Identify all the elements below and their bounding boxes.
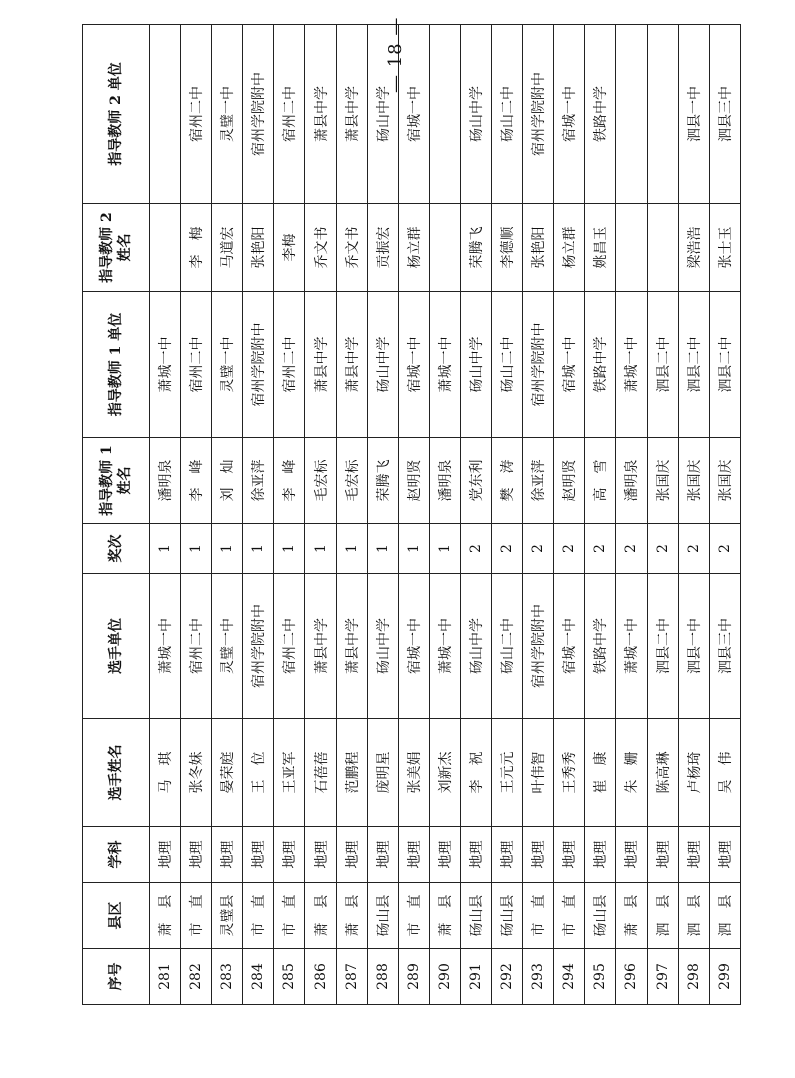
table-cell: 市 直 [274,883,305,949]
table-cell: 1 [150,524,181,574]
page-number: — 18 — [385,16,406,93]
table-cell: 1 [181,524,212,574]
table-cell: 萧城一中 [429,574,460,719]
table-cell: 砀山中学 [460,25,491,204]
table-cell: 王元元 [492,719,523,827]
table-cell: 宿城一中 [554,25,585,204]
table-cell: 宿州二中 [274,292,305,438]
table-row [492,25,523,1005]
table-cell: 296 [616,949,647,1005]
table-cell: 泗 县 [647,883,678,949]
table-cell: 292 [492,949,523,1005]
table-cell: 宿州二中 [274,574,305,719]
table-cell: 地理 [305,827,336,883]
table-cell: 晏荣庭 [212,719,243,827]
table-cell: 泗县二中 [678,292,709,438]
table-cell: 泗县三中 [709,25,740,204]
table-cell: 宿城一中 [554,292,585,438]
table-cell: 萧 县 [616,883,647,949]
table-cell: 地理 [647,827,678,883]
award-table [82,24,741,1005]
table-cell: 288 [367,949,398,1005]
table-cell: 298 [678,949,709,1005]
table-cell: 宿州学院附中 [523,25,554,204]
table-row [460,25,491,1005]
table-cell: 泗县三中 [709,574,740,719]
table-cell: 285 [274,949,305,1005]
table-cell: 萧城一中 [150,574,181,719]
table-cell [150,25,181,204]
table-cell: 樊 涛 [492,438,523,524]
table-cell: 李梅 [274,204,305,292]
table-cell: 市 直 [243,883,274,949]
table-row [554,25,585,1005]
table-cell: 1 [212,524,243,574]
table-cell: 宿城一中 [398,25,429,204]
table-cell: 2 [554,524,585,574]
table-cell: 姚昌玉 [585,204,616,292]
table-cell: 张国庆 [678,438,709,524]
table-cell: 地理 [523,827,554,883]
table-cell: 赵明贤 [554,438,585,524]
table-cell: 泗 县 [678,883,709,949]
table-cell: 灵璧一中 [212,25,243,204]
table-cell: 泗县一中 [678,25,709,204]
table-cell: 市 直 [554,883,585,949]
table-cell [429,204,460,292]
table-row [305,25,336,1005]
table-cell: 砀山中学 [367,574,398,719]
table-cell: 291 [460,949,491,1005]
table-cell: 地理 [616,827,647,883]
table-cell: 299 [709,949,740,1005]
table-cell: 潘明泉 [429,438,460,524]
table-cell: 张国庆 [709,438,740,524]
table-cell: 地理 [460,827,491,883]
table-cell: 高 雪 [585,438,616,524]
table-cell: 281 [150,949,181,1005]
table-cell: 荣腾飞 [460,204,491,292]
table-cell: 294 [554,949,585,1005]
table-cell [429,25,460,204]
table-cell: 293 [523,949,554,1005]
table-cell: 市 直 [181,883,212,949]
table-cell: 萧城一中 [429,292,460,438]
table-cell: 宿州二中 [181,574,212,719]
table-cell: 2 [460,524,491,574]
table-cell: 287 [336,949,367,1005]
table-cell: 砀山中学 [460,574,491,719]
table-cell: 砀山二中 [492,25,523,204]
table-cell: 泗县一中 [678,574,709,719]
table-cell: 地理 [181,827,212,883]
table-cell: 砀山县 [585,883,616,949]
table-cell: 范鹏程 [336,719,367,827]
table-cell: 砀山中学 [367,25,398,204]
table-cell: 宿州学院附中 [523,292,554,438]
table-row [367,25,398,1005]
table-row [336,25,367,1005]
table-cell: 张国庆 [647,438,678,524]
table-cell: 李德顺 [492,204,523,292]
table-cell: 286 [305,949,336,1005]
table-cell: 289 [398,949,429,1005]
table-cell: 282 [181,949,212,1005]
table-cell: 马道宏 [212,204,243,292]
table-cell: 叶伟智 [523,719,554,827]
table-cell: 宿城一中 [398,574,429,719]
table-cell: 铁路中学 [585,25,616,204]
column-header: 选手单位 [83,574,150,719]
table-cell: 庞明星 [367,719,398,827]
table-cell: 毛宏标 [305,438,336,524]
table-cell: 2 [492,524,523,574]
table-cell: 吴 伟 [709,719,740,827]
table-row [274,25,305,1005]
table-cell: 1 [398,524,429,574]
table-cell: 宿州学院附中 [243,574,274,719]
table-cell: 市 直 [523,883,554,949]
table-row [243,25,274,1005]
table-cell: 地理 [585,827,616,883]
table-cell [647,25,678,204]
table-cell: 萧 县 [150,883,181,949]
table-cell: 张冬妹 [181,719,212,827]
table-cell: 1 [243,524,274,574]
table-cell: 张美娟 [398,719,429,827]
table-cell: 萧城一中 [616,574,647,719]
table-cell: 朱 姗 [616,719,647,827]
table-cell: 砀山县 [460,883,491,949]
table-cell: 泗县二中 [647,292,678,438]
table-row [678,25,709,1005]
table-cell: 萧县中学 [336,292,367,438]
table-cell: 李 峰 [181,438,212,524]
table-cell: 地理 [150,827,181,883]
table-row [523,25,554,1005]
table-cell: 铁路中学 [585,292,616,438]
table-cell: 2 [523,524,554,574]
table-cell: 地理 [429,827,460,883]
table-cell: 2 [678,524,709,574]
table-cell: 萧城一中 [616,292,647,438]
table-cell: 荣腾飞 [367,438,398,524]
table-row [181,25,212,1005]
table-cell: 283 [212,949,243,1005]
table-cell: 砀山二中 [492,292,523,438]
table-cell: 徐亚萍 [523,438,554,524]
table-cell: 297 [647,949,678,1005]
table-cell: 王秀秀 [554,719,585,827]
table-cell [647,204,678,292]
table-row [709,25,740,1005]
table-cell: 泗 县 [709,883,740,949]
table-row [616,25,647,1005]
table-cell: 萧县中学 [336,574,367,719]
table-cell: 马 琪 [150,719,181,827]
table-cell: 1 [274,524,305,574]
table-cell: 乔文书 [305,204,336,292]
table-cell: 王 位 [243,719,274,827]
table-cell: 地理 [554,827,585,883]
table-cell: 陈高琳 [647,719,678,827]
table-cell: 宿城一中 [554,574,585,719]
table-cell: 泗县二中 [709,292,740,438]
table-cell: 李 峰 [274,438,305,524]
table-body [150,25,741,1005]
table-header-row [83,25,150,1005]
table-cell: 地理 [336,827,367,883]
table-cell: 砀山中学 [367,292,398,438]
table-cell: 宿州二中 [181,292,212,438]
table-cell: 砀山二中 [492,574,523,719]
table-cell: 宿城一中 [398,292,429,438]
table-cell: 1 [429,524,460,574]
table-cell: 宿州学院附中 [243,25,274,204]
table-cell: 295 [585,949,616,1005]
table-cell: 张艳阳 [523,204,554,292]
table-cell: 张艳阳 [243,204,274,292]
table-cell: 王亚军 [274,719,305,827]
table-cell: 萧县中学 [305,25,336,204]
table-cell: 萧县中学 [305,574,336,719]
column-header: 序号 [83,949,150,1005]
table-cell: 刘 灿 [212,438,243,524]
table-row [647,25,678,1005]
table-cell: 砀山县 [367,883,398,949]
column-header: 学科 [83,827,150,883]
table-cell: 贡振宏 [367,204,398,292]
column-header: 指导教师 2 姓名 [83,204,150,292]
table-cell: 砀山县 [492,883,523,949]
table-cell: 市 直 [398,883,429,949]
column-header: 奖次 [83,524,150,574]
table-cell: 萧县中学 [336,25,367,204]
table-cell: 砀山中学 [460,292,491,438]
table-cell [150,204,181,292]
table-cell: 284 [243,949,274,1005]
table-cell: 刘新杰 [429,719,460,827]
table-cell: 1 [305,524,336,574]
column-header: 选手姓名 [83,719,150,827]
table-row [429,25,460,1005]
column-header: 指导教师 1 单位 [83,292,150,438]
table-cell: 2 [709,524,740,574]
table-cell: 灵璧县 [212,883,243,949]
table-cell: 党东利 [460,438,491,524]
table-cell: 乔文书 [336,204,367,292]
table-cell: 萧 县 [429,883,460,949]
column-header: 指导教师 1 姓名 [83,438,150,524]
table-cell: 萧县中学 [305,292,336,438]
table-cell: 地理 [243,827,274,883]
table-cell: 灵璧一中 [212,574,243,719]
table-cell: 2 [616,524,647,574]
table-row [585,25,616,1005]
table-cell: 宿州学院附中 [523,574,554,719]
column-header: 指导教师 2 单位 [83,25,150,204]
table-cell: 崔 康 [585,719,616,827]
table-cell: 地理 [678,827,709,883]
table-cell: 1 [367,524,398,574]
table-cell: 赵明贤 [398,438,429,524]
table-cell: 卢杨琦 [678,719,709,827]
table-cell [616,25,647,204]
table-cell: 杨立群 [554,204,585,292]
table-row [150,25,181,1005]
table-cell: 1 [336,524,367,574]
table-cell: 毛宏标 [336,438,367,524]
table-cell: 潘明泉 [150,438,181,524]
table-row [212,25,243,1005]
table-row [398,25,429,1005]
table-cell: 地理 [274,827,305,883]
column-header: 县区 [83,883,150,949]
table-cell: 2 [647,524,678,574]
table-cell: 地理 [492,827,523,883]
table-cell: 宿州二中 [274,25,305,204]
table-cell: 潘明泉 [616,438,647,524]
table-cell: 290 [429,949,460,1005]
table-cell: 地理 [709,827,740,883]
table-cell: 泗县二中 [647,574,678,719]
table-cell: 徐亚萍 [243,438,274,524]
table-cell: 萧 县 [305,883,336,949]
table-cell: 宿州学院附中 [243,292,274,438]
table-cell: 梁浩浩 [678,204,709,292]
table-cell: 灵璧一中 [212,292,243,438]
table-cell: 李 祝 [460,719,491,827]
table-cell: 杨立群 [398,204,429,292]
table-cell: 萧 县 [336,883,367,949]
table-cell: 2 [585,524,616,574]
table-cell: 宿州二中 [181,25,212,204]
table-cell: 张士玉 [709,204,740,292]
table-cell [616,204,647,292]
table-cell: 石蓓蓓 [305,719,336,827]
table-cell: 地理 [212,827,243,883]
table-cell: 地理 [367,827,398,883]
table-cell: 李 梅 [181,204,212,292]
table-cell: 地理 [398,827,429,883]
table-cell: 萧城一中 [150,292,181,438]
table-cell: 铁路中学 [585,574,616,719]
